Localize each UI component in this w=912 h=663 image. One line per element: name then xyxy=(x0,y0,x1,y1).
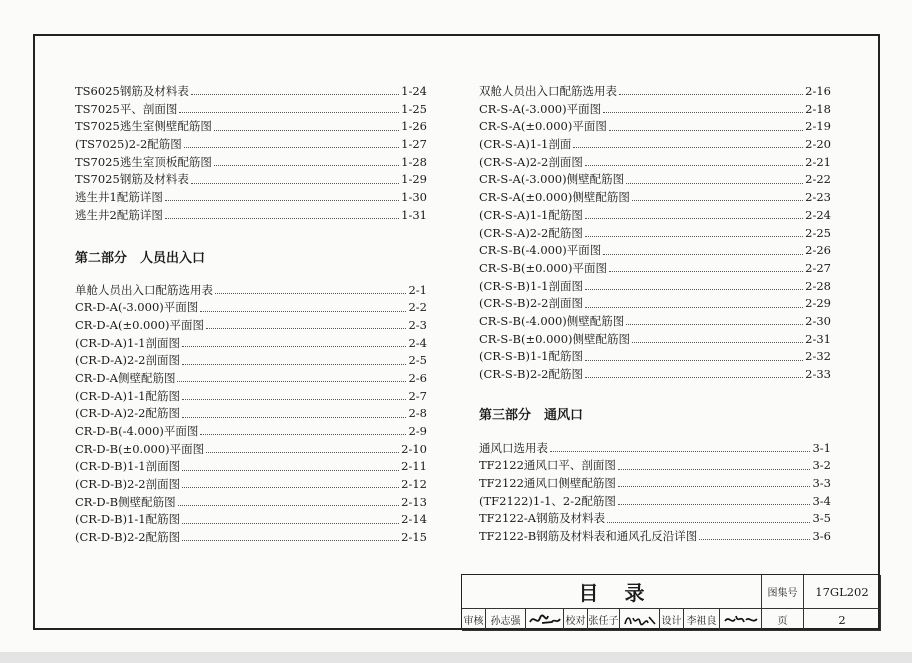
toc-entry xyxy=(479,83,831,101)
toc-entry-title: 双舱人员出入口配筋选用表 xyxy=(479,84,617,98)
dot-leader xyxy=(585,377,803,378)
toc-entry-title: TF2122通风口侧壁配筋图 xyxy=(479,476,616,491)
toc-entry xyxy=(479,510,831,528)
toc-entry-page: 1-26 xyxy=(401,119,427,134)
toc-left-column xyxy=(75,83,427,547)
dot-leader xyxy=(165,200,399,201)
atlas-no-label: 图集号 xyxy=(762,575,804,609)
toc-entry-title: (CR-D-B)2-2配筋图 xyxy=(75,530,181,545)
toc-entry xyxy=(75,101,427,119)
toc-entry-title: (CR-D-A)2-2配筋图 xyxy=(75,406,180,421)
toc-entry xyxy=(479,278,831,296)
toc-entry-title: (CR-D-A)2-2剖面图 xyxy=(75,353,180,368)
toc-entry-title: CR-S-A(±0.000)平面图 xyxy=(479,119,607,134)
toc-entry xyxy=(479,136,831,154)
toc-entry xyxy=(75,476,427,494)
dot-leader xyxy=(182,470,399,471)
dot-leader xyxy=(607,522,810,523)
toc-entry-page: 2-19 xyxy=(805,119,831,134)
title-block-title: 目录 xyxy=(462,575,762,609)
toc-entry-page: 2-24 xyxy=(805,207,831,222)
dot-leader xyxy=(165,218,399,219)
dot-leader xyxy=(585,236,803,237)
toc-entry-title: CR-S-B(-4.000)平面图 xyxy=(479,243,602,258)
toc-entry-title: TS6025钢筋及材料表 xyxy=(75,84,189,98)
toc-entry xyxy=(479,475,831,493)
section-heading: 第二部分 人员出入口 xyxy=(75,250,206,266)
dot-leader xyxy=(206,328,406,329)
toc-entry-page: 3-2 xyxy=(812,458,831,473)
toc-entry-page: 2-33 xyxy=(805,367,831,381)
toc-entry-title: (CR-D-A)1-1配筋图 xyxy=(75,388,180,403)
toc-entry-page: 2-4 xyxy=(408,335,427,350)
toc-list xyxy=(479,83,831,384)
toc-entry-page: 2-23 xyxy=(805,190,831,205)
toc-entry-title: CR-D-A(-3.000)平面图 xyxy=(75,300,199,315)
dot-leader xyxy=(215,293,406,294)
dot-leader xyxy=(619,94,803,95)
toc-entry-page: 2-26 xyxy=(805,243,831,258)
toc-entry-page: 2-12 xyxy=(401,477,427,492)
dot-leader xyxy=(182,346,407,347)
toc-entry-page: 2-29 xyxy=(805,296,831,311)
toc-entry-title: TF2122-A钢筋及材料表 xyxy=(479,511,606,526)
dot-leader xyxy=(200,311,406,312)
toc-entry xyxy=(75,441,427,459)
toc-entry-title: CR-S-A(-3.000)平面图 xyxy=(479,101,602,116)
page-number: 2 xyxy=(804,609,881,631)
toc-entry-page: 2-27 xyxy=(805,260,831,275)
toc-entry-page: 2-8 xyxy=(408,406,427,421)
toc-entry-title: CR-D-A(±0.000)平面图 xyxy=(75,317,204,332)
toc-entry xyxy=(75,423,427,441)
toc-entry-title: CR-D-B(-4.000)平面图 xyxy=(75,424,199,438)
toc-entry xyxy=(479,154,831,172)
toc-entry-page: 1-25 xyxy=(401,101,427,116)
dot-leader xyxy=(585,289,803,290)
toc-entry xyxy=(479,118,831,136)
toc-entry xyxy=(479,242,831,260)
toc-entry-page: 1-31 xyxy=(401,207,427,222)
toc-entry xyxy=(479,295,831,313)
toc-entry-page: 2-16 xyxy=(805,84,831,98)
toc-entry-page: 2-22 xyxy=(805,172,831,187)
toc-entry xyxy=(75,171,427,189)
toc-entry-title: CR-S-B(±0.000)侧壁配筋图 xyxy=(479,331,631,346)
toc-entry-title: TF2122通风口平、剖面图 xyxy=(479,458,616,473)
toc-entry-page: 1-29 xyxy=(401,172,427,187)
toc-entry-title: CR-D-B侧壁配筋图 xyxy=(75,494,176,509)
toc-entry-title: (CR-S-A)2-2配筋图 xyxy=(479,225,583,240)
design-label: 设计 xyxy=(660,609,684,631)
checker-signature xyxy=(620,609,660,631)
toc-entry-page: 3-4 xyxy=(812,493,831,508)
toc-entry xyxy=(75,494,427,512)
toc-entry-title: (CR-S-B)2-2剖面图 xyxy=(479,296,583,311)
toc-list xyxy=(75,83,427,225)
dot-leader xyxy=(603,112,803,113)
toc-entry-title: (CR-D-B)1-1剖面图 xyxy=(75,459,181,474)
dot-leader xyxy=(184,147,399,148)
toc-entry-page: 3-1 xyxy=(812,440,831,455)
toc-entry xyxy=(75,136,427,154)
toc-entry xyxy=(75,118,427,136)
toc-entry-page: 1-28 xyxy=(401,154,427,169)
toc-entry-title: (CR-D-B)1-1配筋图 xyxy=(75,512,181,527)
toc-entry-page: 2-14 xyxy=(401,512,427,527)
toc-entry-page: 1-24 xyxy=(401,84,427,98)
dot-leader xyxy=(206,452,399,453)
toc-entry-title: (CR-S-B)1-1剖面图 xyxy=(479,278,583,293)
toc-entry xyxy=(479,331,831,349)
toc-entry-page: 2-15 xyxy=(401,530,427,545)
toc-entry xyxy=(479,189,831,207)
dot-leader xyxy=(182,417,407,418)
dot-leader xyxy=(699,539,810,540)
dot-leader xyxy=(182,540,399,541)
toc-entry-page: 2-11 xyxy=(401,459,427,474)
toc-entry xyxy=(75,352,427,370)
dot-leader xyxy=(609,271,803,272)
toc-entry xyxy=(479,457,831,475)
toc-entry-page: 2-32 xyxy=(805,349,831,364)
dot-leader xyxy=(214,165,399,166)
dot-leader xyxy=(632,200,803,201)
dot-leader xyxy=(603,254,803,255)
toc-entry-title: (CR-S-A)2-2剖面图 xyxy=(479,154,583,169)
toc-entry xyxy=(479,493,831,511)
title-block xyxy=(461,574,880,630)
toc-entry xyxy=(75,282,427,300)
toc-entry-title: (CR-S-A)1-1剖面 xyxy=(479,137,572,152)
dot-leader xyxy=(214,130,399,131)
toc-entry-page: 2-2 xyxy=(408,300,427,315)
toc-entry-page: 2-31 xyxy=(805,331,831,346)
toc-entry-page: 2-7 xyxy=(408,388,427,403)
dot-leader xyxy=(178,505,400,506)
reviewer-name: 孙志强 xyxy=(486,609,526,631)
toc-entry xyxy=(479,366,831,384)
toc-entry xyxy=(75,370,427,388)
check-label: 校对 xyxy=(564,609,588,631)
toc-entry xyxy=(75,335,427,353)
review-label: 审核 xyxy=(462,609,486,631)
toc-entry-title: CR-S-B(-4.000)侧壁配筋图 xyxy=(479,313,625,328)
toc-entry-title: (TS7025)2-2配筋图 xyxy=(75,137,182,152)
dot-leader xyxy=(618,504,811,505)
toc-entry-title: TS7025钢筋及材料表 xyxy=(75,172,189,187)
dot-leader xyxy=(585,307,803,308)
toc-entry-title: (TF2122)1-1、2-2配筋图 xyxy=(479,493,616,508)
dot-leader xyxy=(573,147,803,148)
toc-entry xyxy=(479,348,831,366)
toc-entry xyxy=(75,83,427,101)
toc-entry xyxy=(75,529,427,547)
toc-entry xyxy=(479,440,831,458)
toc-entry-title: CR-D-A侧壁配筋图 xyxy=(75,370,176,385)
toc-entry xyxy=(75,388,427,406)
dot-leader xyxy=(182,399,407,400)
dot-leader xyxy=(618,469,811,470)
toc-entry-page: 2-28 xyxy=(805,278,831,293)
toc-entry xyxy=(479,313,831,331)
toc-entry-page: 2-13 xyxy=(401,494,427,509)
toc-entry-title: TS7025逃生室侧壁配筋图 xyxy=(75,119,212,134)
dot-leader xyxy=(585,360,803,361)
page-label: 页 xyxy=(762,609,804,631)
toc-entry-title: (CR-D-B)2-2剖面图 xyxy=(75,477,181,492)
dot-leader xyxy=(585,218,803,219)
toc-entry-page: 2-21 xyxy=(805,154,831,169)
designer-name: 李祖良 xyxy=(684,609,720,631)
dot-leader xyxy=(182,523,399,524)
toc-right-column xyxy=(479,83,831,546)
toc-entry-page: 3-5 xyxy=(812,511,831,526)
atlas-no: 17GL202 xyxy=(804,575,881,609)
toc-entry-page: 2-30 xyxy=(805,313,831,328)
toc-entry-page: 2-6 xyxy=(408,370,427,385)
toc-entry-title: CR-S-A(-3.000)侧壁配筋图 xyxy=(479,172,625,187)
toc-entry-page: 2-25 xyxy=(805,225,831,240)
section-heading: 第三部分 通风口 xyxy=(479,407,584,423)
toc-entry-title: (CR-S-A)1-1配筋图 xyxy=(479,207,583,222)
toc-entry-title: CR-D-B(±0.000)平面图 xyxy=(75,441,205,456)
dot-leader xyxy=(609,130,803,131)
checker-name: 张任子 xyxy=(588,609,620,631)
toc-entry xyxy=(479,101,831,119)
toc-entry-page: 2-10 xyxy=(401,441,427,456)
toc-entry xyxy=(75,458,427,476)
toc-entry xyxy=(75,189,427,207)
toc-entry-title: 单舱人员出入口配筋选用表 xyxy=(75,282,213,297)
toc-list xyxy=(479,440,831,546)
dot-leader xyxy=(626,324,803,325)
toc-entry-page: 2-1 xyxy=(408,282,427,297)
toc-entry-title: (CR-S-B)1-1配筋图 xyxy=(479,349,583,364)
reviewer-signature xyxy=(526,609,564,631)
toc-entry-title: TS7025逃生室顶板配筋图 xyxy=(75,154,212,169)
toc-entry xyxy=(75,154,427,172)
toc-entry xyxy=(479,225,831,243)
page-bottom-edge xyxy=(0,652,912,663)
toc-entry xyxy=(75,207,427,225)
dot-leader xyxy=(550,451,810,452)
toc-entry xyxy=(75,299,427,317)
toc-entry-page: 3-6 xyxy=(812,529,831,544)
toc-list xyxy=(75,282,427,547)
toc-entry-title: CR-S-B(±0.000)平面图 xyxy=(479,260,608,275)
toc-entry xyxy=(479,260,831,278)
dot-leader xyxy=(177,381,406,382)
dot-leader xyxy=(182,487,399,488)
toc-entry-page: 2-9 xyxy=(408,424,427,438)
toc-entry-title: (CR-D-A)1-1剖面图 xyxy=(75,335,180,350)
dot-leader xyxy=(200,434,406,435)
toc-entry-page: 2-18 xyxy=(805,101,831,116)
toc-entry-title: TS7025平、剖面图 xyxy=(75,101,178,116)
toc-entry-title: 通风口选用表 xyxy=(479,440,548,455)
dot-leader xyxy=(191,94,399,95)
toc-entry-page: 3-3 xyxy=(812,476,831,491)
toc-entry-page: 2-5 xyxy=(408,353,427,368)
dot-leader xyxy=(585,165,803,166)
toc-entry xyxy=(75,317,427,335)
dot-leader xyxy=(632,342,803,343)
toc-entry xyxy=(479,528,831,546)
dot-leader xyxy=(626,183,803,184)
toc-entry xyxy=(75,511,427,529)
toc-entry xyxy=(479,207,831,225)
dot-leader xyxy=(191,183,399,184)
dot-leader xyxy=(179,112,399,113)
toc-entry-page: 2-20 xyxy=(805,137,831,152)
toc-entry-page: 2-3 xyxy=(408,317,427,332)
designer-signature xyxy=(720,609,762,631)
toc-entry xyxy=(75,405,427,423)
toc-entry-title: TF2122-B钢筋及材料表和通风孔反沿详图 xyxy=(479,529,698,544)
toc-entry-title: 逃生井1配筋详图 xyxy=(75,190,163,205)
toc-entry-title: (CR-S-B)2-2配筋图 xyxy=(479,367,583,381)
dot-leader xyxy=(618,486,811,487)
toc-entry-page: 1-27 xyxy=(401,137,427,152)
toc-entry-title: 逃生井2配筋详图 xyxy=(75,207,163,222)
toc-entry-title: CR-S-A(±0.000)侧壁配筋图 xyxy=(479,190,630,205)
toc-entry-page: 1-30 xyxy=(401,190,427,205)
toc-entry xyxy=(479,171,831,189)
dot-leader xyxy=(182,364,407,365)
